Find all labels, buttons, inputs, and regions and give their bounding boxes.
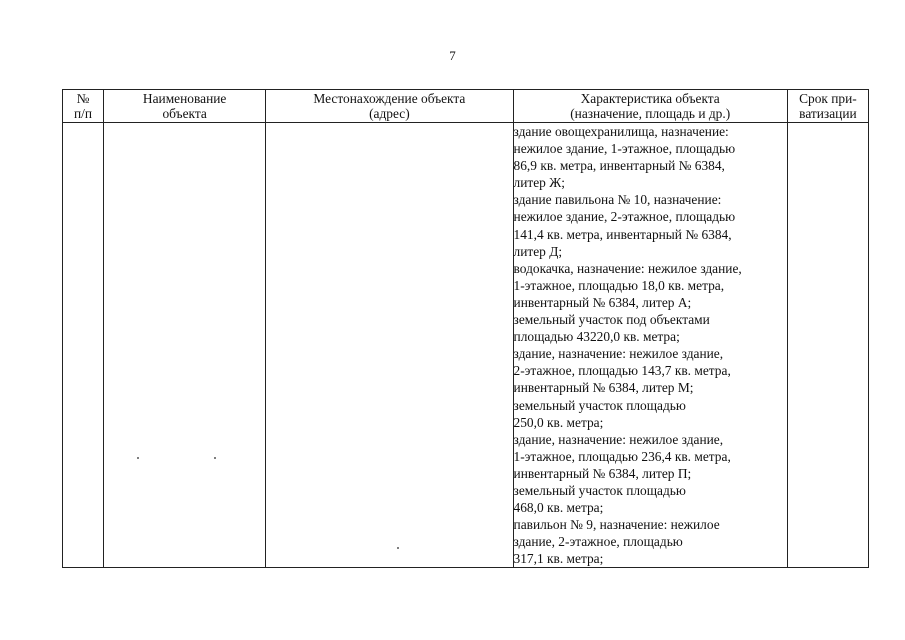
header-name — [104, 90, 266, 123]
characteristics-line: 86,9 кв. метра, инвентарный № 6384, — [513, 158, 725, 174]
cell-number — [63, 123, 104, 568]
characteristics-line: 317,1 кв. метра; — [513, 551, 604, 567]
characteristics-line: здание, назначение: нежилое здание, — [513, 431, 724, 447]
characteristics-line: здание, назначение: нежилое здание, — [513, 346, 724, 362]
header-number-line-2: п/п — [73, 106, 93, 121]
header-term-line-2: ватизации — [799, 106, 857, 121]
characteristics-line: нежилое здание, 2-этажное, площадью — [513, 209, 736, 225]
header-characteristics — [513, 90, 787, 123]
characteristics-line: здание павильона № 10, назначение: — [513, 192, 722, 208]
header-number — [63, 90, 104, 123]
characteristics-line: здание овощехранилища, назначение: — [513, 124, 729, 139]
characteristics-line: площадью 43220,0 кв. метра; — [513, 329, 680, 345]
scan-speck — [397, 547, 399, 549]
characteristics-line: 250,0 кв. метра; — [513, 414, 604, 430]
header-characteristics-line-2: (назначение, площадь и др.) — [570, 106, 731, 121]
header-number-line-1: № — [76, 91, 90, 106]
characteristics-line: здание, 2-этажное, площадью — [513, 534, 683, 550]
header-address-line-1: Местонахождение объекта — [313, 91, 466, 106]
header-term — [787, 90, 868, 123]
characteristics-line: 141,4 кв. метра, инвентарный № 6384, — [513, 226, 732, 242]
header-name-line-2: объекта — [162, 106, 207, 121]
scan-speck — [214, 457, 216, 459]
header-address — [266, 90, 513, 123]
table-header-row — [63, 90, 869, 123]
header-term-line-1: Срок при- — [799, 91, 857, 106]
cell-characteristics — [513, 123, 787, 568]
header-characteristics-line-1: Характеристика объекта — [580, 91, 720, 106]
header-address-line-2: (адрес) — [369, 106, 410, 121]
characteristics-line: литер Д; — [513, 243, 563, 259]
characteristics-line: земельный участок площадью — [513, 397, 686, 413]
characteristics-line: 468,0 кв. метра; — [513, 500, 604, 516]
characteristics-line: нежилое здание, 1-этажное, площадью — [513, 141, 736, 157]
characteristics-line: павильон № 9, назначение: нежилое — [513, 517, 720, 533]
characteristics-line: 1-этажное, площадью 18,0 кв. метра, — [513, 277, 725, 293]
characteristics-lines — [514, 123, 787, 567]
characteristics-line: земельный участок площадью — [513, 482, 686, 498]
characteristics-line: литер Ж; — [513, 175, 565, 191]
scan-speck — [137, 457, 139, 459]
header-name-line-1: Наименование — [142, 91, 227, 106]
cell-term — [787, 123, 868, 568]
characteristics-line: 1-этажное, площадью 236,4 кв. метра, — [513, 448, 731, 464]
characteristics-line: 2-этажное, площадью 143,7 кв. метра, — [513, 363, 731, 379]
cell-address — [266, 123, 513, 568]
cell-name — [104, 123, 266, 568]
characteristics-line: водокачка, назначение: нежилое здание, — [513, 260, 742, 276]
characteristics-line: инвентарный № 6384, литер А; — [513, 294, 692, 310]
page-number: 7 — [449, 48, 456, 63]
characteristics-line: инвентарный № 6384, литер М; — [513, 380, 694, 396]
characteristics-line: земельный участок под объектами — [513, 312, 710, 328]
privatization-table — [62, 89, 869, 568]
table-row — [63, 123, 869, 568]
characteristics-line: инвентарный № 6384, литер П; — [513, 465, 692, 481]
